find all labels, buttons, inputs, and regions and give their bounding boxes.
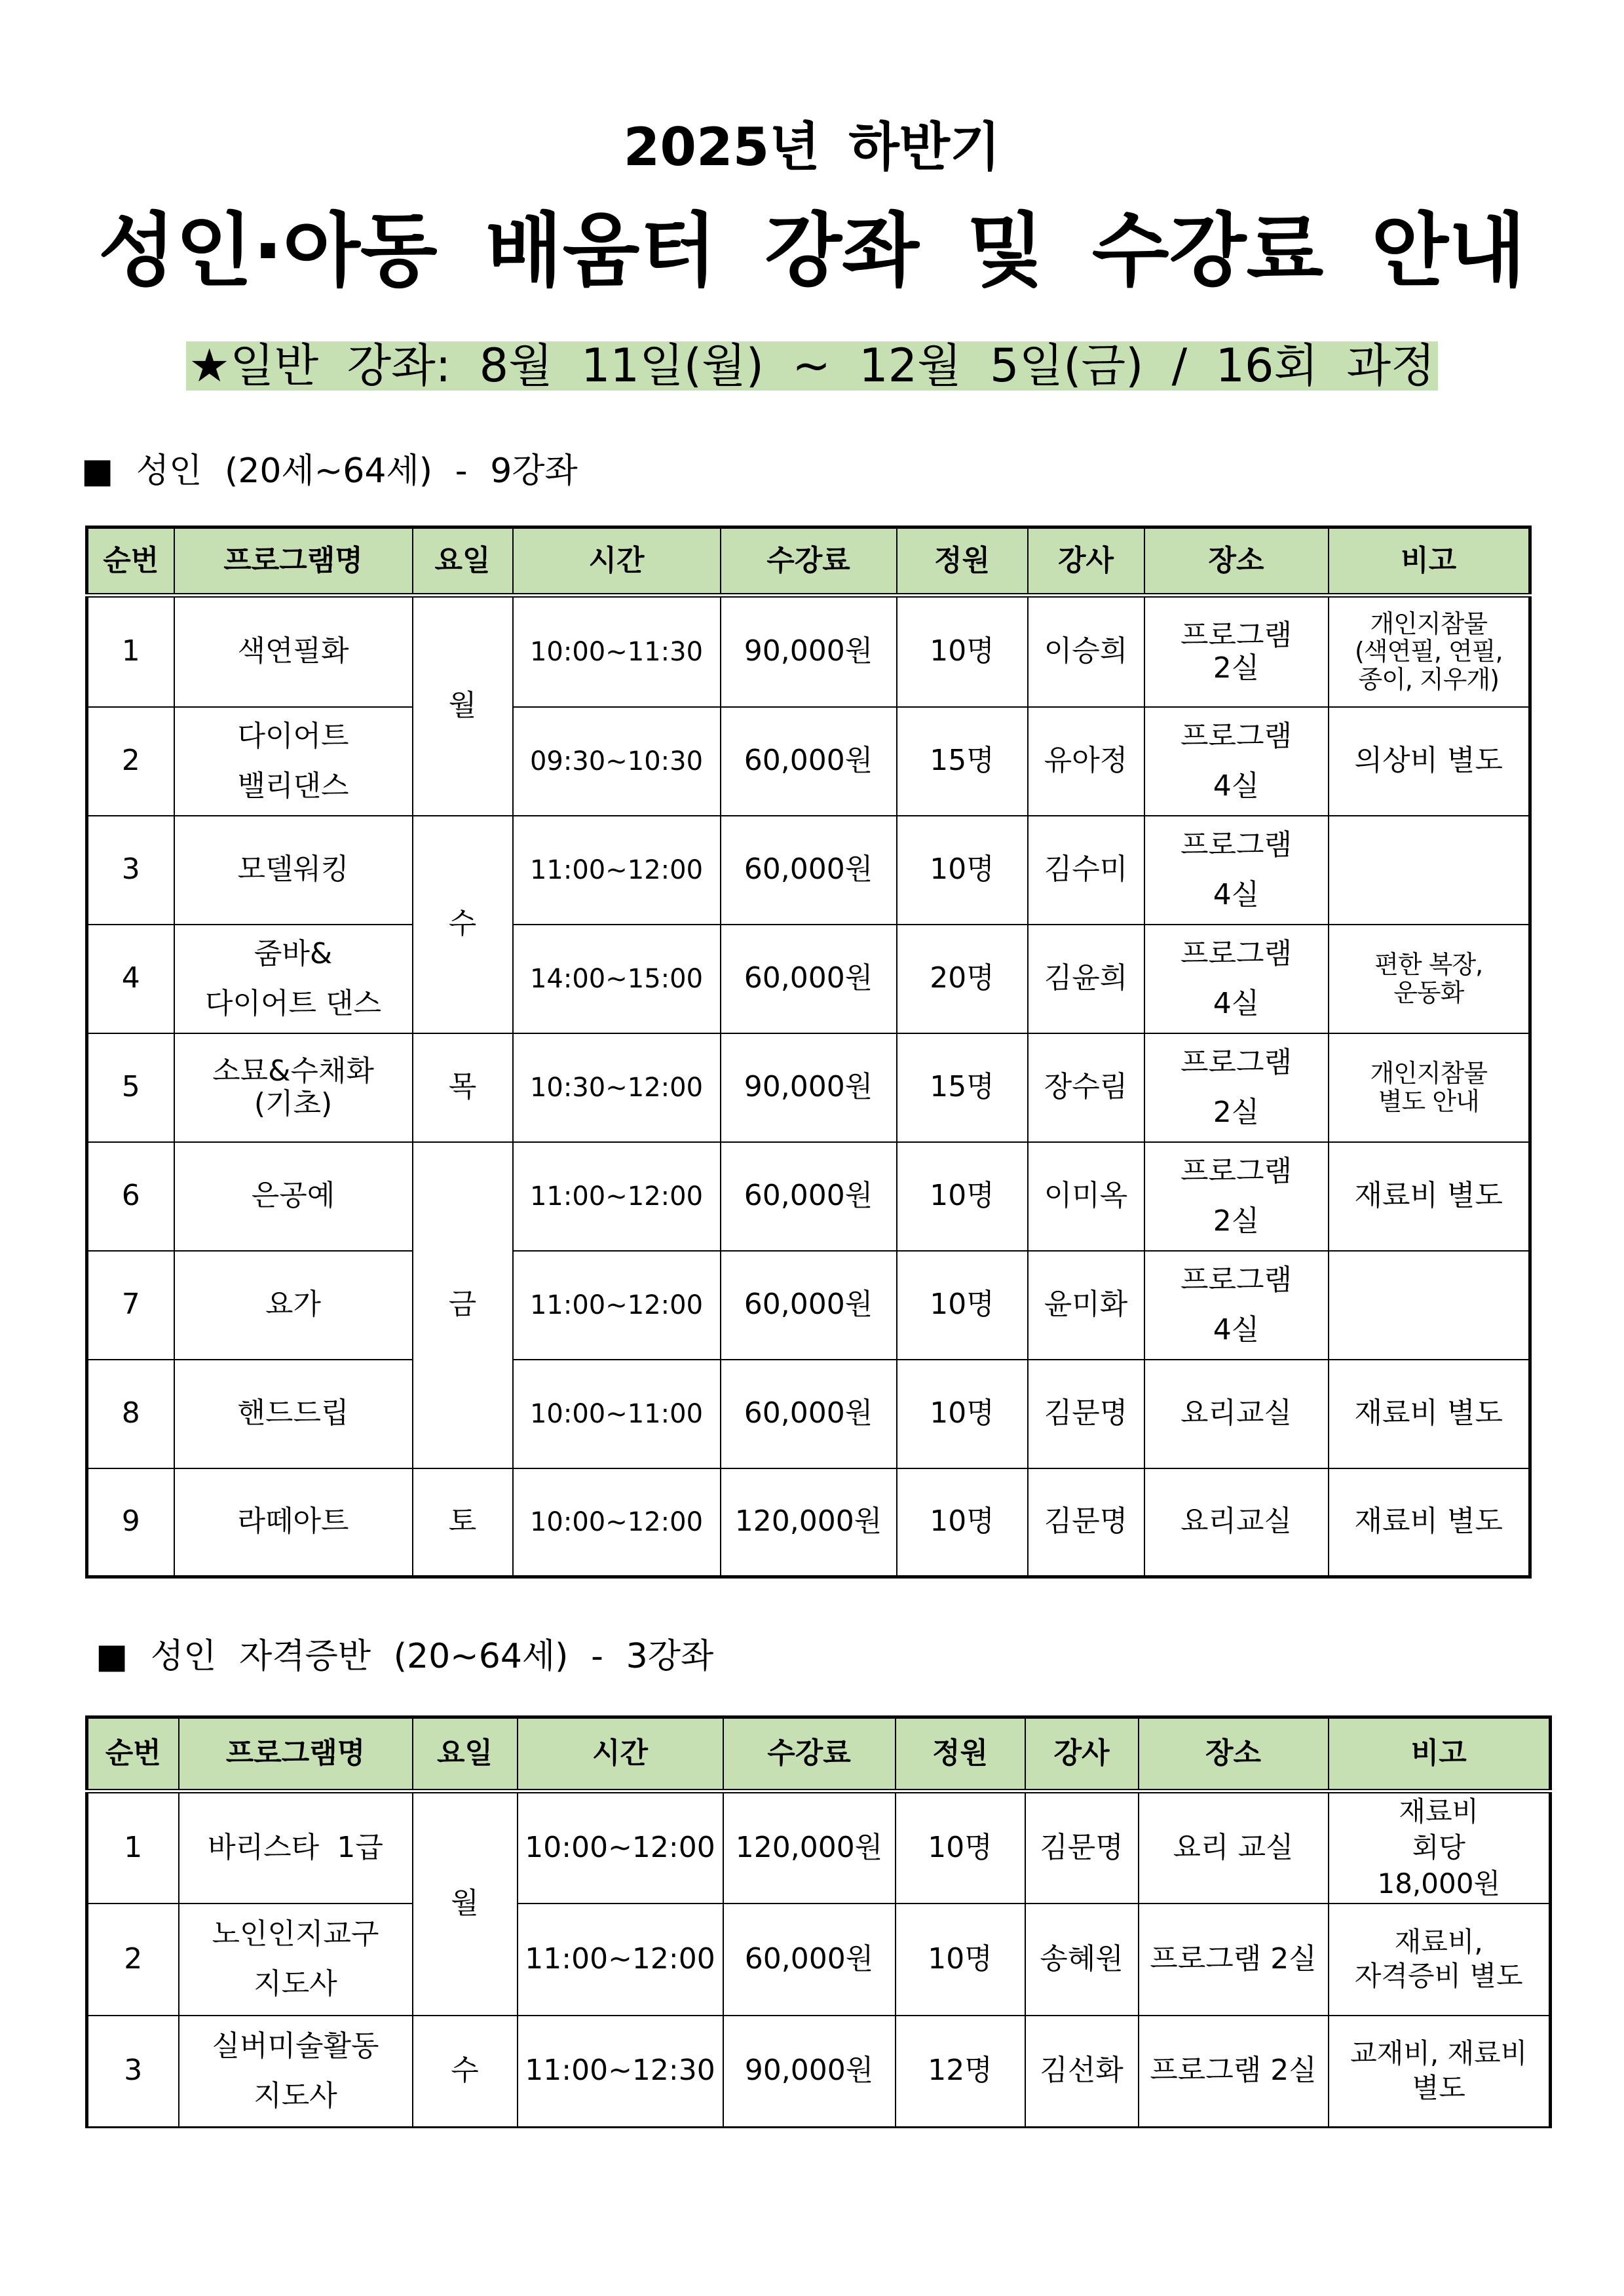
column-header-fee: 수강료 (723, 1717, 896, 1791)
cell-note (1329, 1251, 1530, 1360)
cell-fee: 60,000원 (721, 816, 897, 925)
cell-time: 10:00~11:30 (513, 596, 721, 707)
cell-program-name: 줌바& 다이어트 댄스 (174, 925, 413, 1033)
cell-place: 프로그램 4실 (1144, 1251, 1329, 1360)
cell-note (1329, 816, 1530, 925)
cell-place: 요리 교실 (1139, 1791, 1329, 1904)
table-header-row (87, 1717, 1551, 1791)
course-table-adult (85, 526, 1532, 1578)
section-title-adult: ■ 성인 (20세~64세) - 9강좌 (81, 451, 578, 491)
cell-no: 3 (87, 816, 174, 925)
column-header-program-name: 프로그램명 (174, 527, 413, 596)
cell-note: 재료비 별도 (1329, 1468, 1530, 1577)
column-header-time: 시간 (518, 1717, 723, 1791)
cell-time: 11:00~12:00 (513, 1142, 721, 1251)
column-header-place: 장소 (1139, 1717, 1329, 1791)
cell-program-name: 실버미술활동 지도사 (179, 2016, 413, 2128)
cell-capacity: 10명 (897, 596, 1028, 707)
cell-capacity: 10명 (897, 1360, 1028, 1468)
cell-program-name: 다이어트 밸리댄스 (174, 707, 413, 816)
cell-note: 편한 복장, 운동화 (1329, 925, 1530, 1033)
table-header-row (87, 527, 1530, 596)
cell-no: 4 (87, 925, 174, 1033)
column-header-no: 순번 (87, 527, 174, 596)
cell-capacity: 15명 (897, 1033, 1028, 1142)
table-row (87, 1468, 1530, 1577)
cell-instructor: 장수림 (1028, 1033, 1144, 1142)
table-row (87, 1360, 1530, 1468)
cell-fee: 60,000원 (721, 1360, 897, 1468)
column-header-fee: 수강료 (721, 527, 897, 596)
table-row (87, 1033, 1530, 1142)
cell-place: 요리교실 (1144, 1468, 1329, 1577)
cell-program-name: 소묘&수채화 (기초) (174, 1033, 413, 1142)
column-header-instructor: 강사 (1028, 527, 1144, 596)
cell-day: 금 (413, 1142, 513, 1468)
table-row (87, 1251, 1530, 1360)
cell-capacity: 10명 (897, 1142, 1028, 1251)
column-header-capacity: 정원 (896, 1717, 1025, 1791)
year-title: 2025년 하반기 (623, 117, 1001, 178)
cell-instructor: 김윤희 (1028, 925, 1144, 1033)
cell-day: 월 (413, 1791, 518, 2016)
cell-capacity: 12명 (896, 2016, 1025, 2128)
cell-place: 프로그램 4실 (1144, 707, 1329, 816)
cell-no: 6 (87, 1142, 174, 1251)
cell-capacity: 10명 (897, 1251, 1028, 1360)
cell-instructor: 윤미화 (1028, 1251, 1144, 1360)
cell-note: 개인지참물 별도 안내 (1329, 1033, 1530, 1142)
cell-place: 프로그램 2실 (1139, 2016, 1329, 2128)
column-header-instructor: 강사 (1025, 1717, 1139, 1791)
cell-no: 5 (87, 1033, 174, 1142)
table-row (87, 2016, 1551, 2128)
column-header-capacity: 정원 (897, 527, 1028, 596)
cell-time: 11:00~12:00 (513, 816, 721, 925)
cell-place: 프로그램 4실 (1144, 816, 1329, 925)
cell-time: 10:30~12:00 (513, 1033, 721, 1142)
cell-fee: 60,000원 (723, 1904, 896, 2016)
cell-no: 3 (87, 2016, 179, 2128)
cell-time: 09:30~10:30 (513, 707, 721, 816)
cell-place: 프로그램 2실 (1144, 1033, 1329, 1142)
cell-place: 요리교실 (1144, 1360, 1329, 1468)
cell-instructor: 유아정 (1028, 707, 1144, 816)
cell-no: 1 (87, 596, 174, 707)
cell-no: 7 (87, 1251, 174, 1360)
table-row (87, 1904, 1551, 2016)
cell-note: 재료비 회당 18,000원 (1329, 1791, 1551, 1904)
cell-fee: 90,000원 (723, 2016, 896, 2128)
cell-place: 프로그램 2실 (1144, 596, 1329, 707)
table-row (87, 1142, 1530, 1251)
column-header-note: 비고 (1329, 527, 1530, 596)
cell-note: 재료비 별도 (1329, 1360, 1530, 1468)
course-period-text: ★일반 강좌: 8월 11일(월) ~ 12월 5일(금) / 16회 과정 (186, 341, 1437, 391)
table-row (87, 596, 1530, 707)
cell-instructor: 김수미 (1028, 816, 1144, 925)
cell-program-name: 라떼아트 (174, 1468, 413, 1577)
course-period-banner (0, 341, 1624, 391)
cell-time: 10:00~12:00 (518, 1791, 723, 1904)
cell-program-name: 색연필화 (174, 596, 413, 707)
cell-capacity: 10명 (896, 1904, 1025, 2016)
cell-no: 2 (87, 1904, 179, 2016)
cell-day: 월 (413, 596, 513, 816)
cell-no: 8 (87, 1360, 174, 1468)
page-title: 성인·아동 배움터 강좌 및 수강료 안내 (98, 204, 1526, 297)
table-row (87, 925, 1530, 1033)
cell-day: 수 (413, 816, 513, 1033)
cell-fee: 120,000원 (721, 1468, 897, 1577)
cell-note: 개인지참물 (색연필, 연필, 종이, 지우개) (1329, 596, 1530, 707)
cell-capacity: 15명 (897, 707, 1028, 816)
course-table-certificate (85, 1715, 1552, 2128)
cell-day: 수 (413, 2016, 518, 2128)
cell-capacity: 10명 (896, 1791, 1025, 1904)
cell-fee: 90,000원 (721, 1033, 897, 1142)
cell-program-name: 모델워킹 (174, 816, 413, 925)
cell-fee: 60,000원 (721, 1142, 897, 1251)
column-header-note: 비고 (1329, 1717, 1551, 1791)
cell-capacity: 10명 (897, 1468, 1028, 1577)
cell-place: 프로그램 2실 (1144, 1142, 1329, 1251)
cell-program-name: 은공예 (174, 1142, 413, 1251)
cell-no: 9 (87, 1468, 174, 1577)
cell-place: 프로그램 2실 (1139, 1904, 1329, 2016)
cell-place: 프로그램 4실 (1144, 925, 1329, 1033)
cell-program-name: 바리스타 1급 (179, 1791, 413, 1904)
cell-time: 10:00~11:00 (513, 1360, 721, 1468)
cell-program-name: 노인인지교구 지도사 (179, 1904, 413, 2016)
cell-capacity: 10명 (897, 816, 1028, 925)
cell-time: 11:00~12:00 (513, 1251, 721, 1360)
table-row (87, 707, 1530, 816)
cell-time: 14:00~15:00 (513, 925, 721, 1033)
column-header-place: 장소 (1144, 527, 1329, 596)
cell-program-name: 요가 (174, 1251, 413, 1360)
column-header-day: 요일 (413, 1717, 518, 1791)
cell-time: 11:00~12:00 (518, 1904, 723, 2016)
cell-day: 토 (413, 1468, 513, 1577)
cell-instructor: 김문명 (1028, 1468, 1144, 1577)
cell-no: 2 (87, 707, 174, 816)
cell-instructor: 이승희 (1028, 596, 1144, 707)
cell-fee: 60,000원 (721, 707, 897, 816)
column-header-day: 요일 (413, 527, 513, 596)
cell-instructor: 김문명 (1025, 1791, 1139, 1904)
cell-no: 1 (87, 1791, 179, 1904)
cell-instructor: 김선화 (1025, 2016, 1139, 2128)
cell-instructor: 이미옥 (1028, 1142, 1144, 1251)
column-header-no: 순번 (87, 1717, 179, 1791)
cell-instructor: 송혜원 (1025, 1904, 1139, 2016)
cell-fee: 120,000원 (723, 1791, 896, 1904)
cell-time: 11:00~12:30 (518, 2016, 723, 2128)
cell-day: 목 (413, 1033, 513, 1142)
cell-time: 10:00~12:00 (513, 1468, 721, 1577)
table-row (87, 816, 1530, 925)
cell-fee: 60,000원 (721, 1251, 897, 1360)
cell-program-name: 핸드드립 (174, 1360, 413, 1468)
cell-capacity: 20명 (897, 925, 1028, 1033)
cell-note: 의상비 별도 (1329, 707, 1530, 816)
column-header-program-name: 프로그램명 (179, 1717, 413, 1791)
section-title-certificate: ■ 성인 자격증반 (20~64세) - 3강좌 (96, 1637, 714, 1676)
cell-fee: 90,000원 (721, 596, 897, 707)
cell-instructor: 김문명 (1028, 1360, 1144, 1468)
cell-note: 교재비, 재료비 별도 (1329, 2016, 1551, 2128)
cell-fee: 60,000원 (721, 925, 897, 1033)
cell-note: 재료비 별도 (1329, 1142, 1530, 1251)
table-row (87, 1791, 1551, 1904)
column-header-time: 시간 (513, 527, 721, 596)
cell-note: 재료비, 자격증비 별도 (1329, 1904, 1551, 2016)
